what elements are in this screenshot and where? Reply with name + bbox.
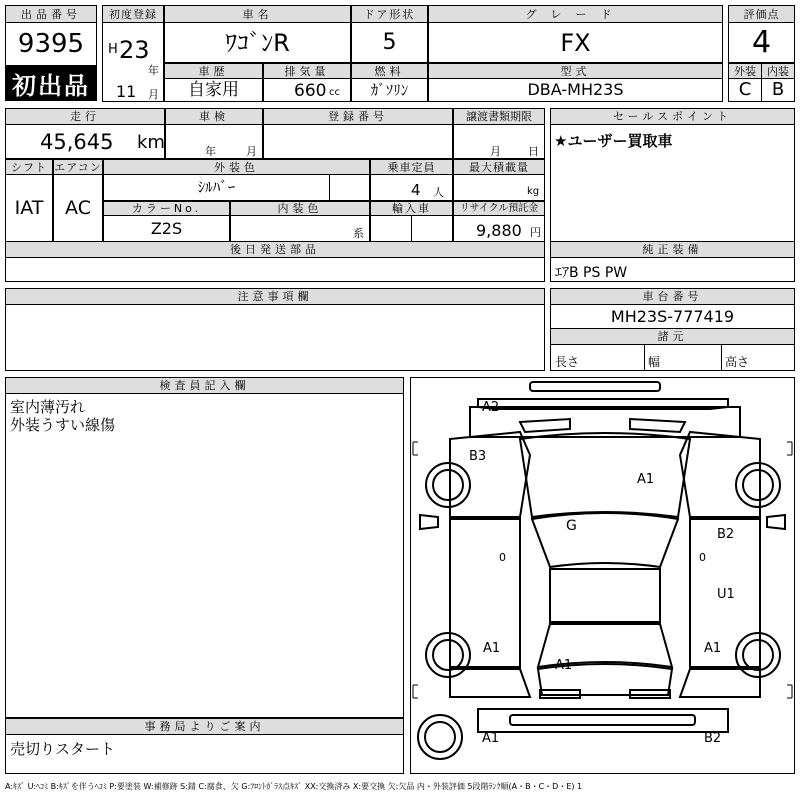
exterior-color-extra-cell [329, 174, 370, 201]
spec-label: 諸元 [550, 328, 795, 345]
score-label: 評価点 [728, 5, 795, 23]
registration-number-label: 登録番号 [263, 108, 453, 125]
first-listing-badge: 初出品 [5, 66, 97, 101]
transfer-day-unit: 日 [528, 145, 539, 158]
front-bumper-top [530, 382, 660, 391]
registration-month: 11 [116, 82, 137, 101]
interior-color-label: 内装色 [230, 201, 370, 216]
rear-bumper [478, 709, 728, 732]
transfer-deadline-label: 譲渡書類期限 [453, 108, 545, 125]
door-type-label: ドア形状 [351, 5, 428, 23]
recycle-label: リサイクル預託金 [453, 201, 545, 216]
model: DBA-MH23S [527, 80, 624, 99]
mark-b2-right: B2 [717, 527, 735, 542]
first-registration-label: 初度登録 [102, 5, 164, 23]
history: 自家用 [188, 79, 239, 100]
capacity: 4 [411, 181, 421, 199]
mark-a2: A2 [482, 400, 500, 415]
fuel-label: 燃料 [351, 63, 428, 79]
genuine-equipment: ｴｱB PS PW [555, 265, 628, 281]
lot-number: 9395 [17, 29, 85, 59]
exterior-grade-label: 外装 [728, 63, 762, 79]
aircon-label: エアコン [54, 160, 102, 174]
exterior-color: ｼﾙﾊﾞｰ [197, 178, 236, 196]
shift: IAT [14, 196, 44, 219]
import-cell-a [370, 215, 412, 242]
mileage: 45,645 [40, 130, 114, 154]
damage-legend: A:ｷｽﾞ U:ﾍｺﾐ B:ｷｽﾞを伴うﾍｺﾐ P:要塗装 W:補修跡 S:錆 C:腐食、欠 G:ﾌﾛﾝﾄｶﾞﾗｽ点ｷｽﾞ XX:交換済み X:要交換 欠:欠品 内・外装評価 5段階ﾗﾝｸ順(A・B・C・D・E) 1 [5, 782, 583, 791]
exterior-color-label: 外装色 [103, 159, 370, 175]
recycle-unit: 円 [530, 226, 541, 239]
mileage-unit: km [137, 132, 165, 153]
registration-number-cell [263, 124, 453, 159]
exterior-grade: C [738, 79, 752, 100]
registration-year: 23 [119, 36, 150, 64]
sales-point-text: ★ユーザー買取車 [554, 132, 673, 150]
chassis-number: MH23S-777419 [610, 306, 735, 326]
interior-color-unit: 系 [353, 227, 364, 240]
inspector-notes-label: 検査員記入欄 [5, 377, 404, 394]
interior-grade: B [771, 79, 785, 100]
mark-b2-rear-right: B2 [704, 731, 722, 746]
max-load-unit: kg [527, 186, 540, 197]
inspector-notes-cell [5, 393, 404, 718]
right-rear-quarter [680, 669, 760, 697]
inspection-month-unit: 月 [246, 145, 257, 158]
displacement-unit: cc [329, 87, 340, 98]
inspector-note-1: 室内薄汚れ [10, 398, 86, 416]
mark-zero-right: 0 [699, 551, 706, 564]
mark-u1: U1 [717, 587, 735, 602]
model-label: 型式 [428, 63, 723, 79]
history-label: 車歴 [164, 63, 263, 79]
interior-grade-label: 内装 [761, 63, 795, 79]
right-mirror [767, 515, 785, 529]
year-unit: 年 [148, 64, 159, 77]
left-front-fender [450, 432, 530, 517]
left-mirror [420, 515, 438, 529]
office-notice: 売切りスタート [10, 740, 116, 758]
shift-label: シフト [5, 159, 53, 175]
mark-g: G [566, 518, 577, 534]
grade: FX [560, 28, 591, 57]
mark-a1-hood: A1 [637, 472, 655, 487]
caution-cell [5, 304, 545, 371]
inspector-note-2: 外装うすい線傷 [10, 416, 116, 434]
aircon: AC [65, 196, 91, 219]
sales-point-label: セールスポイント [550, 108, 795, 125]
right-headlight [630, 419, 685, 432]
office-notice-label: 事務局よりご案内 [5, 718, 404, 735]
left-headlight [520, 419, 570, 432]
mileage-label: 走行 [5, 108, 165, 125]
hood [520, 433, 690, 517]
lot-number-label: 出品番号 [5, 5, 97, 23]
import-label: 輸入車 [370, 201, 453, 216]
grade-label: グレード [428, 5, 723, 23]
capacity-unit: 人 [433, 186, 444, 199]
displacement: 660 [294, 81, 327, 101]
inspection-year-unit: 年 [205, 145, 216, 158]
inspection-label: 車検 [165, 108, 263, 125]
later-parts-label: 後日発送部品 [5, 241, 545, 258]
width-label: 幅 [648, 355, 661, 369]
later-parts-cell [5, 257, 545, 282]
max-load-label: 最大積載量 [453, 159, 545, 175]
color-number-label: カラーNo. [103, 201, 230, 216]
door-type: 5 [382, 29, 397, 55]
caution-label: 注意事項欄 [5, 288, 545, 305]
import-cell-b [411, 215, 453, 242]
mark-a1-rear-left: A1 [482, 731, 500, 746]
chassis-number-label: 車台番号 [550, 288, 795, 305]
era-letter: H [108, 42, 118, 57]
genuine-equipment-label: 純正装備 [550, 241, 795, 258]
mark-a1-right: A1 [704, 641, 722, 656]
windshield [532, 513, 678, 567]
month-unit: 月 [148, 88, 159, 101]
color-number: Z2S [150, 218, 183, 238]
mark-b3: B3 [469, 449, 487, 464]
score: 4 [751, 24, 772, 60]
transfer-month-unit: 月 [490, 145, 501, 158]
roof [550, 569, 660, 622]
height-label: 高さ [725, 355, 750, 369]
fuel: ｶﾞｿﾘﾝ [370, 80, 409, 99]
displacement-label: 排気量 [263, 63, 351, 79]
car-name-label: 車名 [164, 5, 351, 23]
mark-a1-left: A1 [483, 641, 501, 656]
mark-zero-left: 0 [499, 551, 506, 564]
car-name: ﾜｺﾞﾝR [225, 28, 290, 57]
rear-bumper-inner [510, 715, 695, 725]
length-label: 長さ [555, 355, 580, 369]
car-damage-diagram [410, 377, 795, 774]
mark-a1-roof: A1 [555, 658, 573, 673]
recycle-fee: 9,880 [476, 221, 522, 240]
interior-color-cell [230, 215, 370, 242]
capacity-label: 乗車定員 [370, 159, 453, 175]
